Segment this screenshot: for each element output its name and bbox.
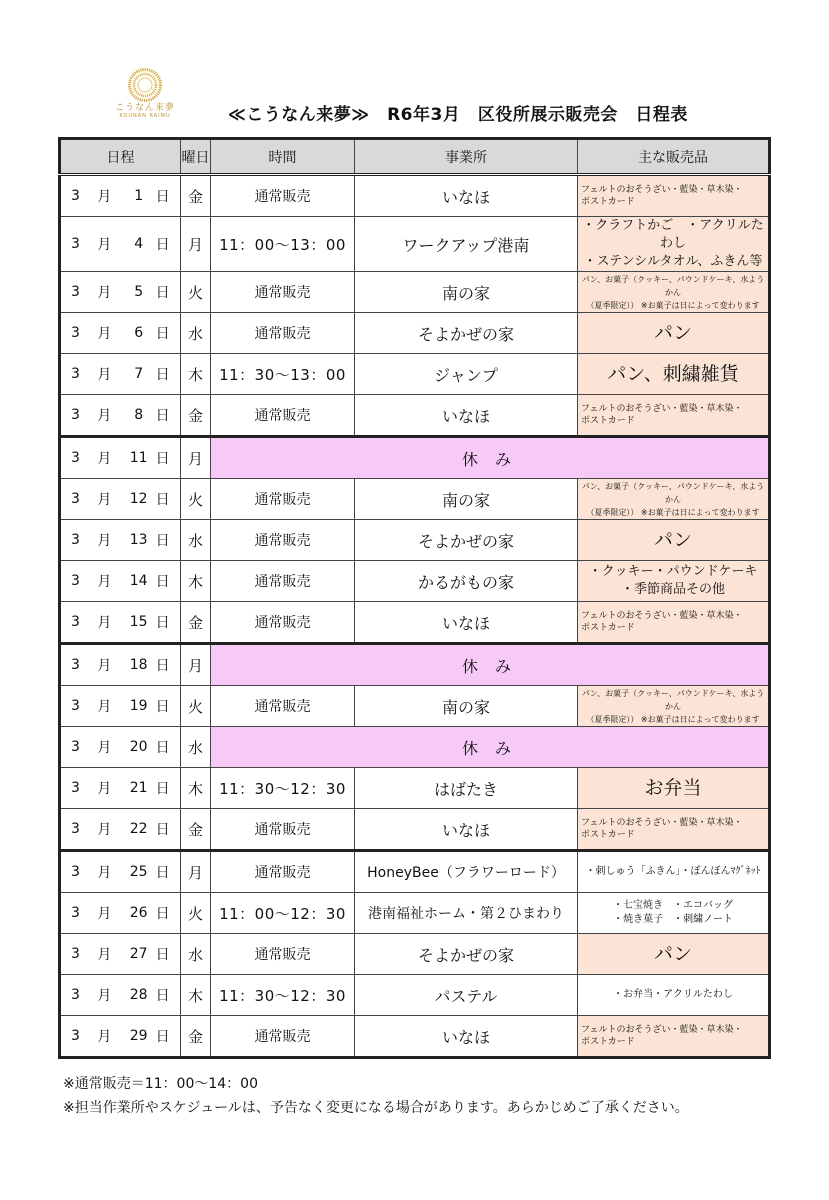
weekday-cell: 木 bbox=[181, 354, 211, 395]
day-num: 14 bbox=[129, 573, 148, 589]
logo-name: こうなん来夢 bbox=[114, 103, 175, 113]
date-cell bbox=[60, 975, 181, 1016]
month-num: 3 bbox=[71, 284, 80, 300]
time-cell: 通常販売 bbox=[211, 686, 355, 727]
items-cell bbox=[578, 1016, 770, 1058]
month-num: 3 bbox=[71, 946, 80, 962]
page-title: ≪こうなん来夢≫ R6年3月 区役所展示販売会 日程表 bbox=[228, 105, 688, 125]
business-cell: いなほ bbox=[355, 602, 578, 644]
date-cell bbox=[60, 686, 181, 727]
day-num: 28 bbox=[129, 987, 148, 1003]
month-num: 3 bbox=[71, 491, 80, 507]
table-row bbox=[60, 602, 770, 644]
day-num: 27 bbox=[129, 946, 148, 962]
business-cell: 南の家 bbox=[355, 686, 578, 727]
items-line-1: フェルトのおそうざい・藍染・草木染・ bbox=[581, 185, 743, 195]
items-cell bbox=[578, 395, 770, 437]
day-unit: 日 bbox=[155, 1029, 170, 1045]
table-row bbox=[60, 1016, 770, 1058]
day-num: 25 bbox=[129, 864, 148, 880]
month-unit: 月 bbox=[97, 906, 112, 922]
day-num: 18 bbox=[129, 657, 148, 673]
time-cell: 11：00～13：00 bbox=[211, 217, 355, 272]
day-num: 21 bbox=[129, 780, 148, 796]
weekday-cell: 火 bbox=[181, 893, 211, 934]
header-business: 事業所 bbox=[355, 139, 578, 175]
date-cell bbox=[60, 520, 181, 561]
time-cell: 通常販売 bbox=[211, 175, 355, 217]
items-cell bbox=[578, 809, 770, 851]
weekday-cell: 木 bbox=[181, 975, 211, 1016]
month-num: 3 bbox=[71, 739, 80, 755]
day-unit: 日 bbox=[155, 408, 170, 424]
date-cell bbox=[60, 217, 181, 272]
day-num: 1 bbox=[134, 188, 144, 204]
weekday-cell: 月 bbox=[181, 851, 211, 893]
weekday-cell: 水 bbox=[181, 520, 211, 561]
time-cell: 通常販売 bbox=[211, 1016, 355, 1058]
items-cell bbox=[578, 561, 770, 602]
month-unit: 月 bbox=[97, 1029, 112, 1045]
items-line-1: パン、お菓子（クッキー、パウンドケーキ、水ようかん bbox=[581, 274, 765, 297]
time-cell: 通常販売 bbox=[211, 479, 355, 520]
business-cell: そよかぜの家 bbox=[355, 313, 578, 354]
business-cell: 港南福祉ホーム・第２ひまわり bbox=[355, 893, 578, 934]
weekday-cell: 水 bbox=[181, 313, 211, 354]
sun-logo-icon bbox=[128, 68, 162, 102]
day-num: 8 bbox=[134, 407, 144, 423]
business-cell: 南の家 bbox=[355, 272, 578, 313]
holiday-cell: 休 み bbox=[211, 437, 770, 479]
date-cell bbox=[60, 644, 181, 686]
business-cell: いなほ bbox=[355, 395, 578, 437]
day-num: 13 bbox=[129, 532, 148, 548]
month-unit: 月 bbox=[97, 658, 112, 674]
day-num: 11 bbox=[129, 450, 148, 466]
day-unit: 日 bbox=[155, 781, 170, 797]
items-cell bbox=[578, 851, 770, 893]
date-cell bbox=[60, 727, 181, 768]
business-cell: いなほ bbox=[355, 809, 578, 851]
time-cell: 通常販売 bbox=[211, 395, 355, 437]
business-cell: そよかぜの家 bbox=[355, 934, 578, 975]
business-cell: いなほ bbox=[355, 1016, 578, 1058]
day-num: 6 bbox=[134, 325, 144, 341]
month-unit: 月 bbox=[97, 615, 112, 631]
day-unit: 日 bbox=[155, 822, 170, 838]
day-unit: 日 bbox=[155, 574, 170, 590]
month-num: 3 bbox=[71, 325, 80, 341]
weekday-cell: 金 bbox=[181, 395, 211, 437]
items-line-2: ・季節商品その他 bbox=[620, 582, 725, 597]
table-row bbox=[60, 479, 770, 520]
table-row bbox=[60, 175, 770, 217]
business-cell: パステル bbox=[355, 975, 578, 1016]
weekday-cell: 火 bbox=[181, 479, 211, 520]
header-day: 曜日 bbox=[181, 139, 211, 175]
month-num: 3 bbox=[71, 573, 80, 589]
date-cell bbox=[60, 479, 181, 520]
items-line-1: ・七宝焼き ・エコバッグ bbox=[613, 900, 733, 911]
table-row bbox=[60, 893, 770, 934]
month-unit: 月 bbox=[97, 781, 112, 797]
items-line-2: ポストカード bbox=[581, 1037, 635, 1047]
day-num: 22 bbox=[129, 821, 148, 837]
items-cell bbox=[578, 175, 770, 217]
day-num: 4 bbox=[134, 236, 144, 252]
month-num: 3 bbox=[71, 236, 80, 252]
weekday-cell: 金 bbox=[181, 602, 211, 644]
weekday-cell: 月 bbox=[181, 217, 211, 272]
month-num: 3 bbox=[71, 614, 80, 630]
month-num: 3 bbox=[71, 987, 80, 1003]
month-num: 3 bbox=[71, 698, 80, 714]
day-unit: 日 bbox=[155, 237, 170, 253]
time-cell: 11：30～12：30 bbox=[211, 975, 355, 1016]
time-cell: 通常販売 bbox=[211, 520, 355, 561]
month-unit: 月 bbox=[97, 822, 112, 838]
weekday-cell: 金 bbox=[181, 1016, 211, 1058]
date-cell bbox=[60, 768, 181, 809]
table-row bbox=[60, 809, 770, 851]
items-cell bbox=[578, 313, 770, 354]
month-unit: 月 bbox=[97, 740, 112, 756]
table-row bbox=[60, 437, 770, 479]
weekday-cell: 木 bbox=[181, 561, 211, 602]
items-line-2: ポストカード bbox=[581, 416, 635, 426]
items-line-1: パン、お菓子（クッキー、パウンドケーキ、水ようかん bbox=[581, 688, 765, 711]
month-num: 3 bbox=[71, 1028, 80, 1044]
day-unit: 日 bbox=[155, 699, 170, 715]
day-unit: 日 bbox=[155, 326, 170, 342]
month-num: 3 bbox=[71, 450, 80, 466]
day-num: 7 bbox=[134, 366, 144, 382]
weekday-cell: 月 bbox=[181, 644, 211, 686]
day-unit: 日 bbox=[155, 947, 170, 963]
month-unit: 月 bbox=[97, 408, 112, 424]
business-cell: いなほ bbox=[355, 175, 578, 217]
month-unit: 月 bbox=[97, 533, 112, 549]
month-num: 3 bbox=[71, 188, 80, 204]
month-num: 3 bbox=[71, 366, 80, 382]
items-cell bbox=[578, 686, 770, 727]
date-cell bbox=[60, 602, 181, 644]
month-unit: 月 bbox=[97, 367, 112, 383]
day-unit: 日 bbox=[155, 658, 170, 674]
items-cell bbox=[578, 934, 770, 975]
business-cell: はばたき bbox=[355, 768, 578, 809]
table-row bbox=[60, 395, 770, 437]
items-line-2: （夏季限定）） ※お菓子は日によって変わります bbox=[586, 507, 760, 517]
logo bbox=[114, 68, 176, 126]
business-cell: ジャンプ bbox=[355, 354, 578, 395]
month-unit: 月 bbox=[97, 865, 112, 881]
business-cell: かるがもの家 bbox=[355, 561, 578, 602]
day-num: 12 bbox=[129, 491, 148, 507]
items-line-2: ・焼き菓子 ・刺繍ノート bbox=[613, 914, 733, 925]
header-date: 日程 bbox=[60, 139, 181, 175]
day-num: 26 bbox=[129, 905, 148, 921]
table-row bbox=[60, 561, 770, 602]
items-line-1: フェルトのおそうざい・藍染・草木染・ bbox=[581, 611, 743, 621]
items-line-2: ポストカード bbox=[581, 197, 635, 207]
items-line-1: パン bbox=[653, 943, 692, 965]
day-num: 20 bbox=[129, 739, 148, 755]
date-cell bbox=[60, 1016, 181, 1058]
time-cell: 11：00～12：30 bbox=[211, 893, 355, 934]
items-cell bbox=[578, 602, 770, 644]
business-cell: ワークアップ港南 bbox=[355, 217, 578, 272]
items-line-1: フェルトのおそうざい・藍染・草木染・ bbox=[581, 1025, 743, 1035]
day-unit: 日 bbox=[155, 189, 170, 205]
day-num: 29 bbox=[129, 1028, 148, 1044]
table-row bbox=[60, 217, 770, 272]
items-cell bbox=[578, 768, 770, 809]
business-cell: そよかぜの家 bbox=[355, 520, 578, 561]
weekday-cell: 金 bbox=[181, 175, 211, 217]
items-cell bbox=[578, 217, 770, 272]
date-cell bbox=[60, 437, 181, 479]
time-cell: 11：30～13：00 bbox=[211, 354, 355, 395]
time-cell: 通常販売 bbox=[211, 602, 355, 644]
day-num: 15 bbox=[129, 614, 148, 630]
items-line-2: ・ステンシルタオル、ふきん等 bbox=[583, 254, 763, 269]
items-line-2: （夏季限定）） ※お菓子は日によって変わります bbox=[586, 300, 760, 310]
items-line-1: パン bbox=[653, 322, 692, 344]
holiday-cell: 休 み bbox=[211, 727, 770, 768]
weekday-cell: 水 bbox=[181, 727, 211, 768]
date-cell bbox=[60, 561, 181, 602]
day-unit: 日 bbox=[155, 865, 170, 881]
day-unit: 日 bbox=[155, 906, 170, 922]
date-cell bbox=[60, 175, 181, 217]
table-row bbox=[60, 644, 770, 686]
day-unit: 日 bbox=[155, 740, 170, 756]
month-unit: 月 bbox=[97, 285, 112, 301]
items-line-1: お弁当 bbox=[644, 777, 702, 799]
table-row bbox=[60, 768, 770, 809]
month-unit: 月 bbox=[97, 451, 112, 467]
time-cell: 通常販売 bbox=[211, 809, 355, 851]
month-num: 3 bbox=[71, 657, 80, 673]
schedule-table bbox=[58, 137, 771, 1059]
month-num: 3 bbox=[71, 780, 80, 796]
table-row bbox=[60, 354, 770, 395]
items-cell bbox=[578, 272, 770, 313]
table-row bbox=[60, 727, 770, 768]
header-time: 時間 bbox=[211, 139, 355, 175]
items-cell bbox=[578, 975, 770, 1016]
weekday-cell: 火 bbox=[181, 686, 211, 727]
logo-sub: KOUNAN RAIMU bbox=[119, 113, 171, 119]
month-unit: 月 bbox=[97, 988, 112, 1004]
items-line-1: フェルトのおそうざい・藍染・草木染・ bbox=[581, 818, 743, 828]
table-row bbox=[60, 272, 770, 313]
month-num: 3 bbox=[71, 407, 80, 423]
date-cell bbox=[60, 354, 181, 395]
items-cell bbox=[578, 520, 770, 561]
items-line-2: ポストカード bbox=[581, 830, 635, 840]
day-unit: 日 bbox=[155, 451, 170, 467]
day-num: 5 bbox=[134, 284, 144, 300]
items-cell bbox=[578, 893, 770, 934]
items-line-1: パン、刺繍雑貨 bbox=[607, 363, 739, 385]
day-unit: 日 bbox=[155, 533, 170, 549]
items-line-1: ・刺しゅう「ふきん」・ぼんぼんﾏｸﾞﾈｯﾄ bbox=[585, 866, 761, 877]
day-unit: 日 bbox=[155, 367, 170, 383]
time-cell: 通常販売 bbox=[211, 934, 355, 975]
month-num: 3 bbox=[71, 532, 80, 548]
time-cell: 通常販売 bbox=[211, 272, 355, 313]
date-cell bbox=[60, 313, 181, 354]
day-unit: 日 bbox=[155, 988, 170, 1004]
items-cell bbox=[578, 479, 770, 520]
weekday-cell: 水 bbox=[181, 934, 211, 975]
weekday-cell: 月 bbox=[181, 437, 211, 479]
header-items: 主な販売品 bbox=[578, 139, 770, 175]
month-num: 3 bbox=[71, 864, 80, 880]
weekday-cell: 木 bbox=[181, 768, 211, 809]
day-unit: 日 bbox=[155, 615, 170, 631]
items-line-2: ポストカード bbox=[581, 623, 635, 633]
month-unit: 月 bbox=[97, 237, 112, 253]
items-line-1: ・クラフトかご ・アクリルたわし bbox=[582, 218, 764, 251]
items-line-1: パン、お菓子（クッキー、パウンドケーキ、水ようかん bbox=[581, 481, 765, 504]
table-row bbox=[60, 686, 770, 727]
items-cell bbox=[578, 354, 770, 395]
month-unit: 月 bbox=[97, 574, 112, 590]
items-line-1: ・お弁当・アクリルたわし bbox=[613, 989, 733, 1000]
time-cell: 通常販売 bbox=[211, 561, 355, 602]
month-unit: 月 bbox=[97, 699, 112, 715]
holiday-cell: 休 み bbox=[211, 644, 770, 686]
time-cell: 11：30～12：30 bbox=[211, 768, 355, 809]
month-unit: 月 bbox=[97, 189, 112, 205]
notes bbox=[63, 1072, 689, 1120]
day-unit: 日 bbox=[155, 285, 170, 301]
date-cell bbox=[60, 893, 181, 934]
weekday-cell: 金 bbox=[181, 809, 211, 851]
note-hours: ※通常販売＝11：00～14：00 bbox=[63, 1076, 258, 1092]
table-row bbox=[60, 520, 770, 561]
table-row bbox=[60, 934, 770, 975]
business-cell: 南の家 bbox=[355, 479, 578, 520]
items-line-2: （夏季限定）） ※お菓子は日によって変わります bbox=[586, 714, 760, 724]
weekday-cell: 火 bbox=[181, 272, 211, 313]
items-line-1: フェルトのおそうざい・藍染・草木染・ bbox=[581, 404, 743, 414]
month-num: 3 bbox=[71, 905, 80, 921]
date-cell bbox=[60, 272, 181, 313]
table-row bbox=[60, 313, 770, 354]
items-line-1: パン bbox=[653, 529, 692, 551]
month-unit: 月 bbox=[97, 947, 112, 963]
date-cell bbox=[60, 809, 181, 851]
date-cell bbox=[60, 395, 181, 437]
time-cell: 通常販売 bbox=[211, 313, 355, 354]
table-row bbox=[60, 851, 770, 893]
business-cell: HoneyBee（フラワーロード） bbox=[355, 851, 578, 893]
date-cell bbox=[60, 851, 181, 893]
day-unit: 日 bbox=[155, 492, 170, 508]
time-cell: 通常販売 bbox=[211, 851, 355, 893]
month-num: 3 bbox=[71, 821, 80, 837]
items-line-1: ・クッキー・パウンドケーキ bbox=[588, 564, 758, 579]
month-unit: 月 bbox=[97, 326, 112, 342]
note-disclaimer: ※担当作業所やスケジュールは、予告なく変更になる場合があります。あらかじめご了承ください。 bbox=[63, 1100, 689, 1116]
date-cell bbox=[60, 934, 181, 975]
table-row bbox=[60, 975, 770, 1016]
month-unit: 月 bbox=[97, 492, 112, 508]
day-num: 19 bbox=[129, 698, 148, 714]
table-header-row bbox=[60, 139, 770, 175]
